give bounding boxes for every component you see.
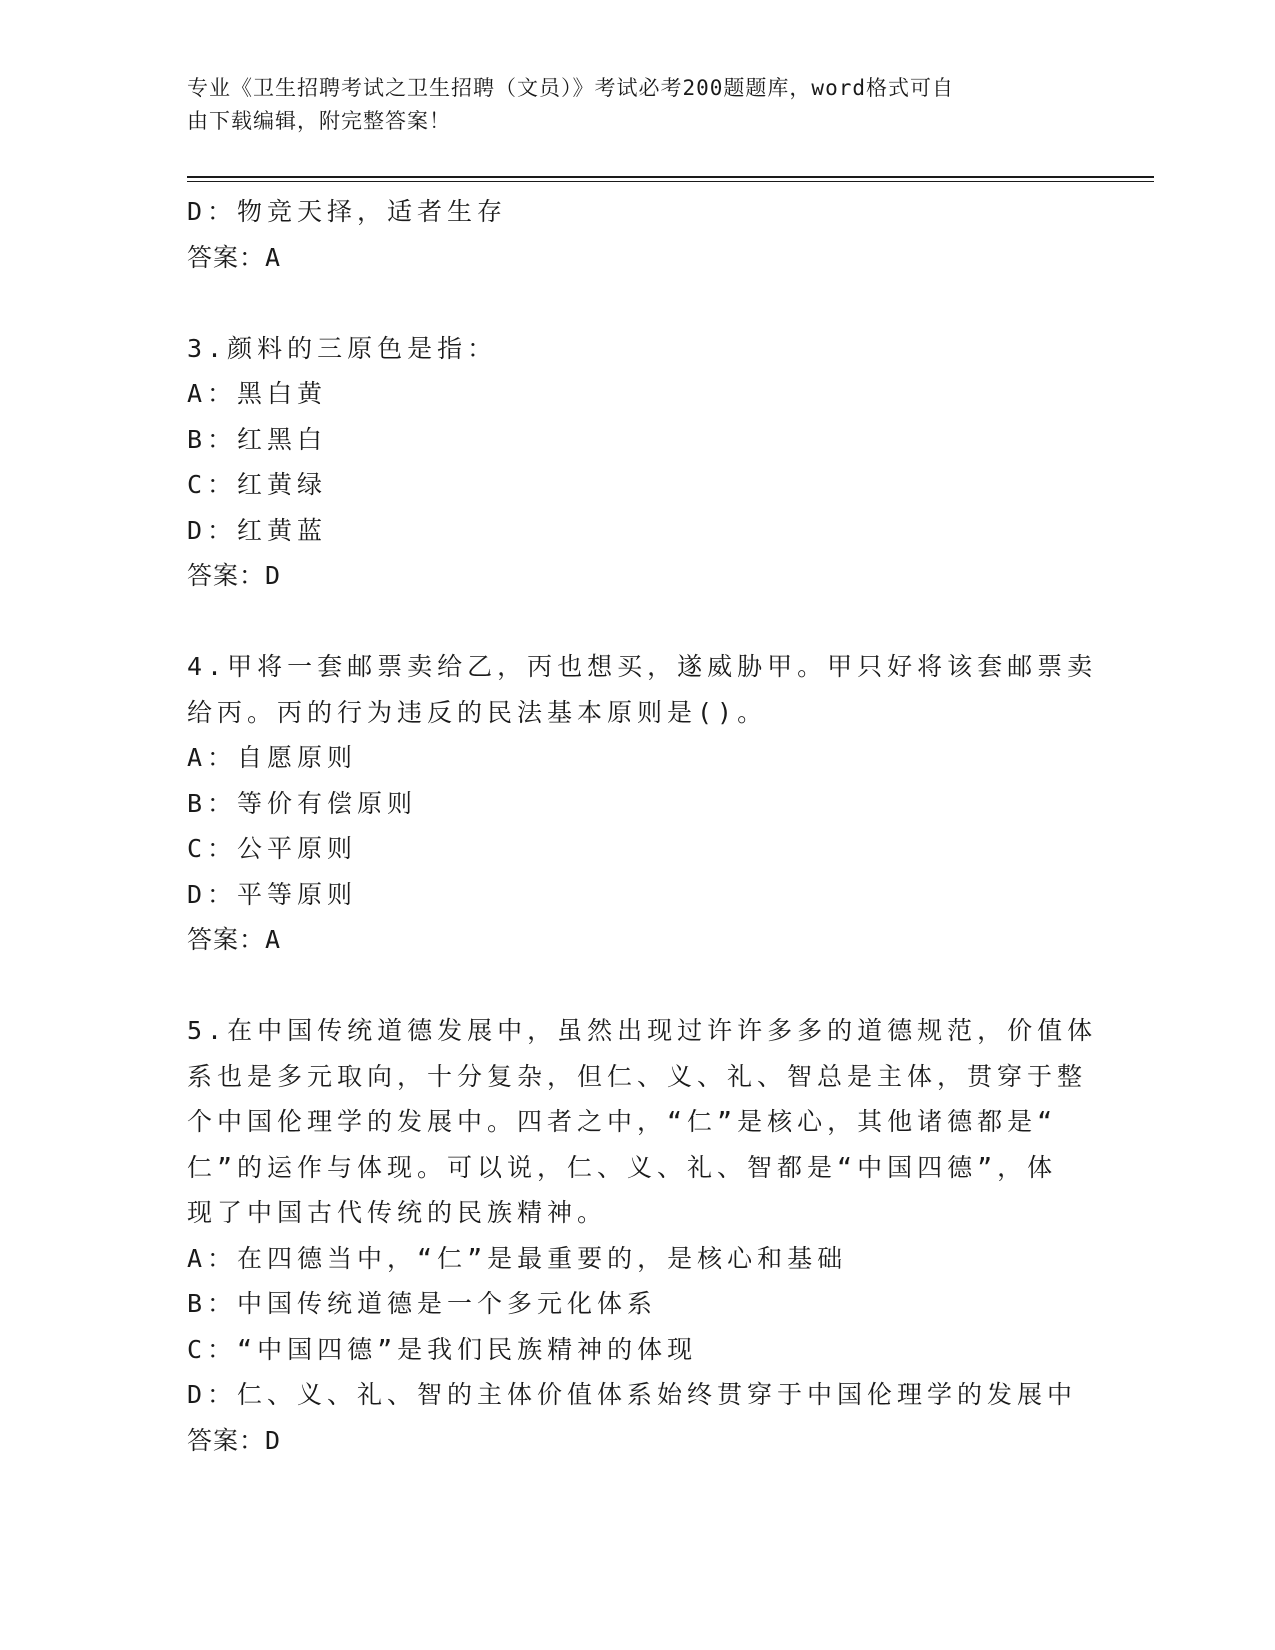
option-d: D：仁、义、礼、智的主体价值体系始终贯穿于中国伦理学的发展中 xyxy=(187,1380,1078,1409)
header-line-2: 由下载编辑，附完整答案！ xyxy=(187,109,451,133)
spacer xyxy=(187,599,1067,645)
question-stem-line: 系也是多元取向，十分复杂，但仁、义、礼、智总是主体，贯穿于整 xyxy=(187,1061,1088,1091)
question-stem-line: 现了中国古代传统的民族精神。 xyxy=(187,1198,608,1227)
document-header xyxy=(187,72,1067,138)
answer: 答案：A xyxy=(187,925,282,954)
option-c: C：“中国四德”是我们民族精神的体现 xyxy=(187,1334,698,1364)
option-c: C：红黄绿 xyxy=(187,470,328,499)
option-b: B：等价有偿原则 xyxy=(187,788,418,818)
question-stem-line: 给丙。丙的行为违反的民法基本原则是()。 xyxy=(187,697,768,727)
option-d: D：平等原则 xyxy=(187,879,358,909)
spacer xyxy=(187,963,1067,1009)
option-c: C：公平原则 xyxy=(187,834,358,863)
option-a: A：自愿原则 xyxy=(187,743,358,772)
option-b: B：中国传统道德是一个多元化体系 xyxy=(187,1289,658,1318)
question-4 xyxy=(187,644,1098,963)
header-rule-thick xyxy=(187,176,1154,178)
option-b: B：红黑白 xyxy=(187,424,328,454)
spacer xyxy=(187,280,1067,326)
question-3 xyxy=(187,326,1067,599)
question-stem-line: 5.在中国传统道德发展中，虽然出现过许许多多的道德规范，价值体 xyxy=(187,1016,1098,1045)
prev-option-d: D：物竞天择，适者生存 xyxy=(187,197,508,226)
question-stem-line: 4.甲将一套邮票卖给乙，丙也想买，遂威胁甲。甲只好将该套邮票卖 xyxy=(187,652,1098,681)
option-d: D：红黄蓝 xyxy=(187,515,328,545)
question-list xyxy=(187,189,1098,1463)
header-rule-thin xyxy=(187,181,1154,182)
option-a: A：在四德当中，“仁”是最重要的，是核心和基础 xyxy=(187,1243,848,1273)
question-5 xyxy=(187,1008,1098,1463)
answer: 答案：D xyxy=(187,561,282,590)
question-stem-line: 个中国伦理学的发展中。四者之中，“仁”是核心，其他诸德都是“ xyxy=(187,1107,1058,1136)
question-stem-line: 仁”的运作与体现。可以说，仁、义、礼、智都是“中国四德”，体 xyxy=(187,1152,1058,1182)
question-stem: 3.颜料的三原色是指： xyxy=(187,333,498,363)
answer: 答案：D xyxy=(187,1425,282,1455)
option-a: A：黑白黄 xyxy=(187,379,328,408)
header-line-1: 专业《卫生招聘考试之卫生招聘（文员）》考试必考200题题库，word格式可自 xyxy=(187,76,954,100)
prev-answer: 答案：A xyxy=(187,242,282,272)
